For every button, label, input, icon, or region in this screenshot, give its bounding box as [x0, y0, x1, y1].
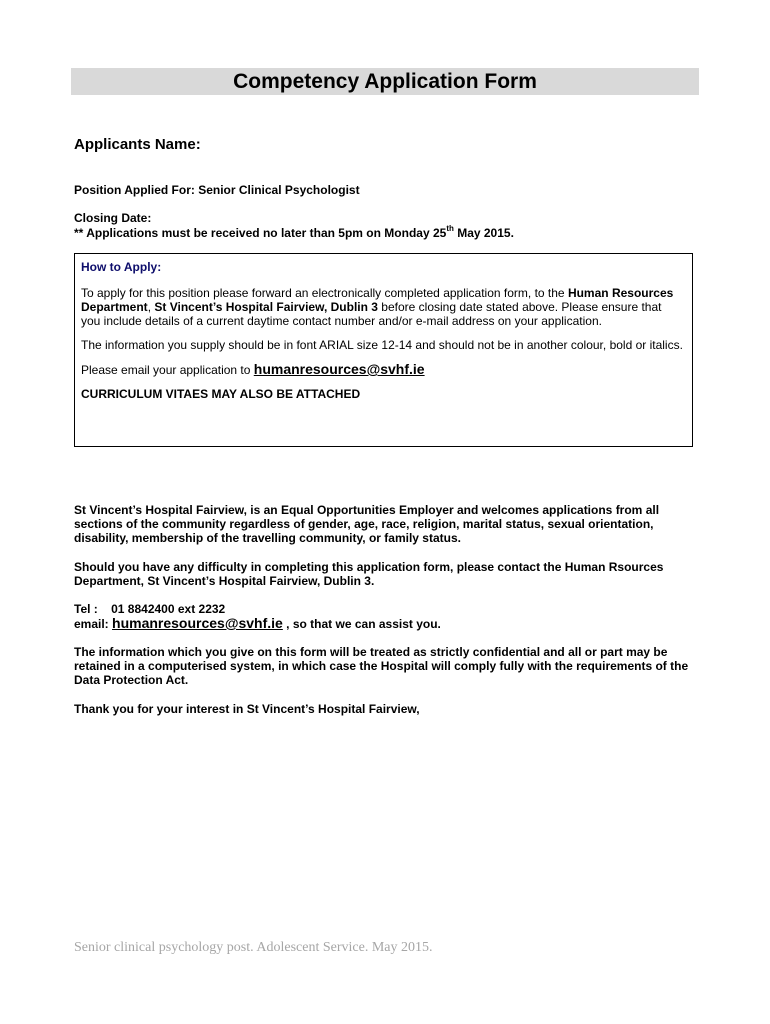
closing-date [74, 211, 514, 241]
application-email-link[interactable]: humanresources@svhf.ie [253, 361, 425, 377]
contact-details [74, 602, 700, 631]
closing-date-label: Closing Date: [74, 211, 152, 225]
how-to-apply-heading: How to Apply: [81, 260, 162, 274]
confidentiality-statement: The information which you give on this form will be treated as strictly confidential and all or part may be retained in a computerised system, in which case the Hospital will comply fully with the requirements of the Data Protection Act. [74, 645, 689, 687]
telephone: Tel : 01 8842400 ext 2232 [74, 602, 226, 616]
how-to-apply-instructions: To apply for this position please forward an electronically completed application form, to the Human Resources Department, St Vincent’s Hospital Fairview, Dublin 3 before closing date stated above. Please ensure that you include details of a current daytime contact number and/or e-mail address on your application. [81, 286, 674, 328]
applicant-name-label: Applicants Name: [74, 136, 201, 153]
equal-opportunities-statement: St Vincent’s Hospital Fairview, is an Equal Opportunities Employer and welcomes applications from all sections of the community regardless of gender, age, race, religion, marital status, sexual orientation, disability, membership of the travelling community, or family status. [74, 503, 660, 545]
how-to-apply-box [74, 253, 693, 447]
contact-email-link[interactable]: humanresources@svhf.ie [112, 615, 283, 631]
position-applied-for: Position Applied For: Senior Clinical Psychologist [74, 183, 360, 197]
page-footer: Senior clinical psychology post. Adolescent Service. May 2015. [74, 940, 433, 955]
page-title: Competency Application Form [71, 68, 699, 95]
thank-you-note: Thank you for your interest in St Vincent’s Hospital Fairview, [74, 702, 420, 716]
email-instruction: Please email your application to humanresources@svhf.ie [81, 361, 425, 377]
font-requirements: The information you supply should be in font ARIAL size 12-14 and should not be in another colour, bold or italics. [81, 338, 683, 352]
difficulty-contact-statement: Should you have any difficulty in completing this application form, please contact the Human Rsources Department, St Vincent’s Hospital Fairview, Dublin 3. [74, 560, 664, 588]
email-line: email: humanresources@svhf.ie , so that we can assist you. [74, 615, 441, 631]
cv-note: CURRICULUM VITAES MAY ALSO BE ATTACHED [81, 387, 361, 401]
closing-date-deadline: ** Applications must be received no later than 5pm on Monday 25th May 2015. [74, 224, 514, 240]
